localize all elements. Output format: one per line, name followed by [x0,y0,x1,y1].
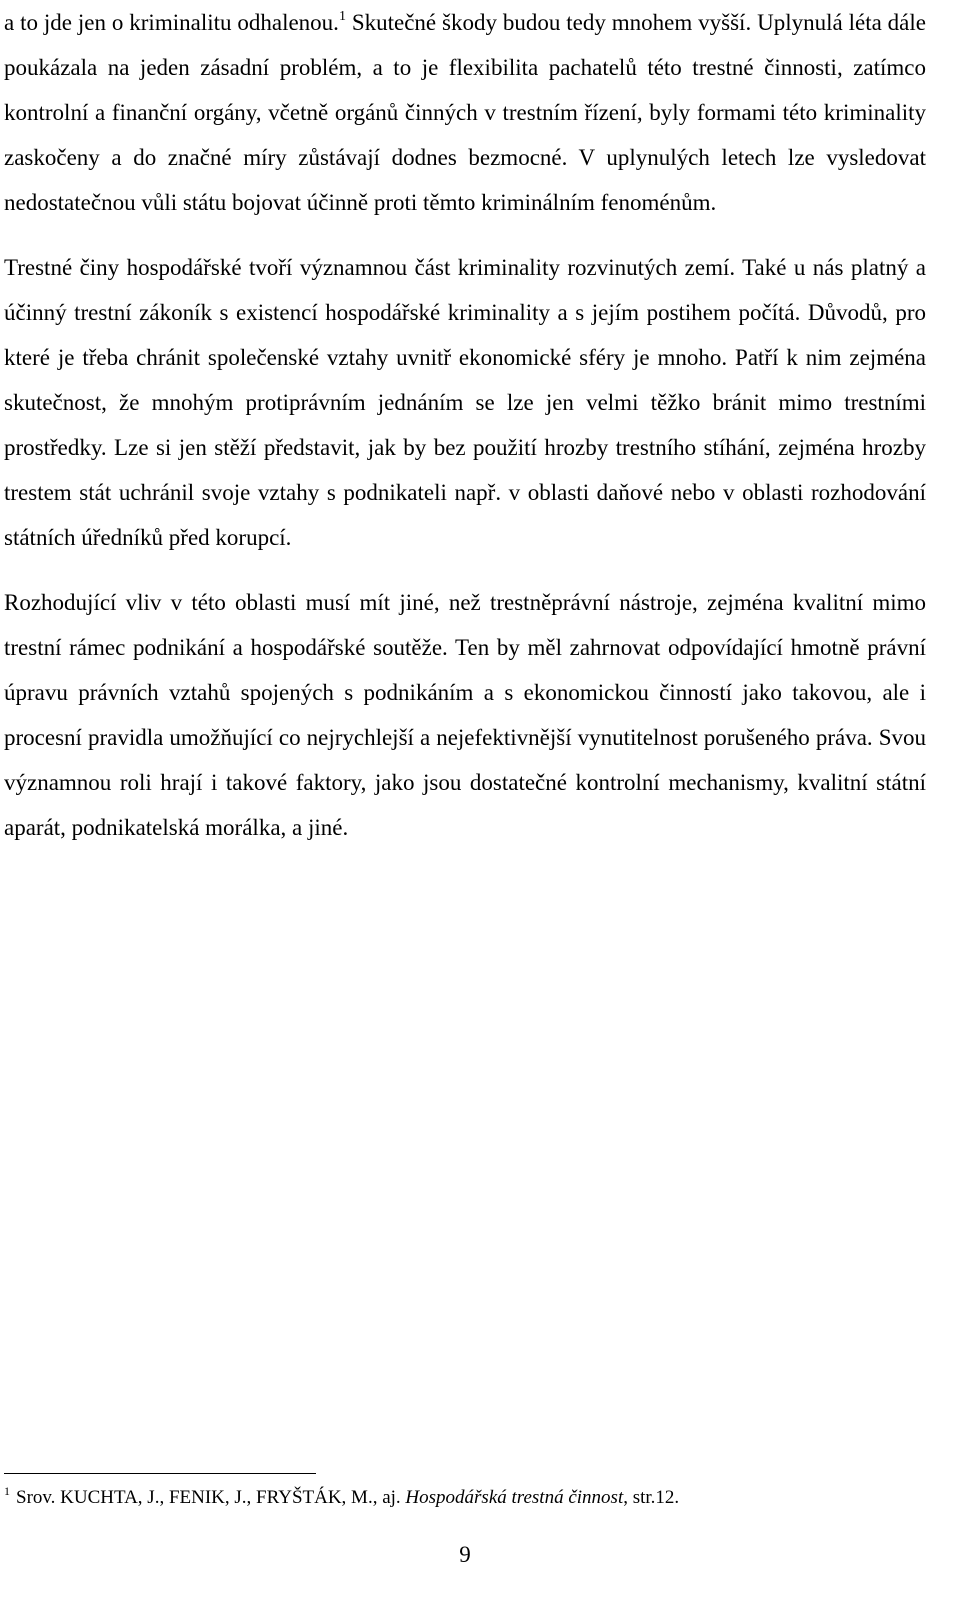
footnote-number: 1 [4,1484,10,1498]
footnote-authors: Srov. KUCHTA, J., FENIK, J., FRYŠTÁK, M., aj. [16,1487,401,1508]
footnote-pages: , str.12. [623,1487,680,1508]
footnote-separator [4,1473,316,1474]
paragraph-2: Trestné činy hospodářské tvoří významnou část kriminality rozvinutých zemí. Také u nás platný a účinný trestní zákoník s existencí hospodářské kriminality a s jejím postihem počítá. Důvodů, pro které je třeba chránit společenské vztahy uvnitř ekonomické sféry je mnoho. Patří k nim zejména skutečnost, že mnohým protiprávním jednáním se lze jen velmi těžko bránit mimo trestními prostředky. Lze si jen stěží představit, jak by bez použití hrozby trestního stíhání, zejména hrozby trestem stát uchránil svoje vztahy s podnikateli např. v oblasti daňové nebo v oblasti rozhodování státních úředníků před korupcí. [4,255,926,550]
paragraph-3: Rozhodující vliv v této oblasti musí mít jiné, než trestněprávní nástroje, zejména kvalitní mimo trestní rámec podnikání a hospodářské soutěže. Ten by měl zahrnovat odpovídající hmotně právní úpravu právních vztahů spojených s podnikáním a s ekonomickou činností jako takovou, ale i procesní pravidla umožňující co nejrychlejší a nejefektivnější vynutitelnost porušeného práva. Svou významnou roli hrají i takové faktory, jako jsou dostatečné kontrolní mechanismy, kvalitní státní aparát, podnikatelská morálka, a jiné. [4,590,926,840]
footnote-title: Hospodářská trestná činnost [405,1487,624,1508]
paragraph-1-text-start: a to jde jen o kriminalitu odhalenou. [4,10,339,35]
footnote [4,1484,924,1512]
body-text [4,0,926,850]
paragraph-1-text-end: Skutečné škody budou tedy mnohem vyšší. Uplynulá léta dále poukázala na jeden zásadní problém, a to je flexibilita pachatelů této trestné činnosti, zatímco kontrolní a finanční orgány, včetně orgánů činných v trestním řízení, byly formami této kriminality zaskočeny a do značné míry zůstávají dodnes bezmocné. V uplynulých letech lze vysledovat nedostatečnou vůli státu bojovat účinně proti těmto kriminálním fenoménům. [4,10,926,215]
paragraph-1 [4,0,926,225]
footnote-reference[interactable]: 1 [338,9,346,24]
page-number: 9 [459,1542,471,1567]
